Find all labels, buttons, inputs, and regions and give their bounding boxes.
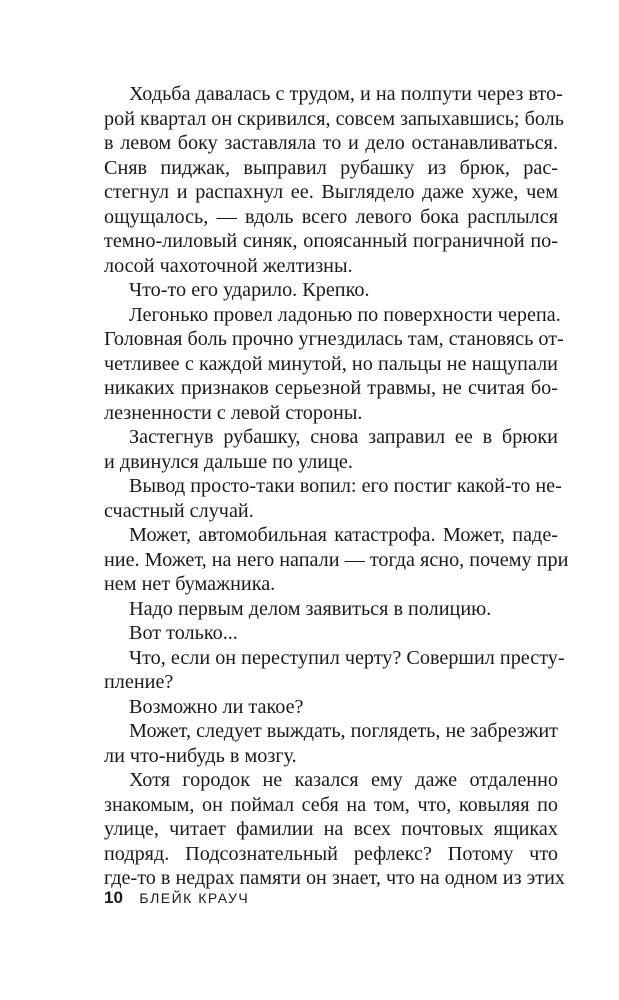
- text-line: знакомым, он поймал себя на том, что, ковыляя по: [104, 793, 558, 816]
- text-line: ощущалось, — вдоль всего левого бока расплылся: [104, 205, 558, 228]
- text-line: Что-то его ударило. Крепко.: [129, 279, 370, 301]
- text-line: лосой чахоточной желтизны.: [104, 254, 353, 277]
- text-line: Надо первым делом заявиться в полицию.: [129, 597, 492, 620]
- text-line: Головная боль прочно угнездилась там, становясь от-: [104, 328, 564, 350]
- text-line: темно-лиловый синяк, опоясанный пограничной по-: [104, 230, 558, 252]
- text-line: улице, читает фамилии на всех почтовых ящиках: [104, 818, 558, 840]
- text-line: лезненности с левой стороны.: [104, 401, 363, 424]
- text-line: нем нет бумажника.: [104, 573, 276, 595]
- text-line: Сняв пиджак, выправил рубашку из брюк, рас-: [104, 156, 558, 179]
- body-text: [104, 82, 569, 891]
- text-line: счастный случай.: [104, 499, 254, 522]
- text-line: пление?: [104, 671, 174, 693]
- text-line: Может, следует выждать, поглядеть, не забрезжит: [129, 720, 558, 742]
- text-line: Вывод просто-таки вопил: его постиг какой-то не-: [129, 475, 562, 497]
- text-line: стегнул и распахнул ее. Выглядело даже хуже, чем: [104, 181, 558, 203]
- text-line: ли что-нибудь в мозгу.: [104, 744, 297, 767]
- text-line: в левом боку заставляла то и дело останавливаться.: [104, 132, 558, 154]
- page-number: 10: [104, 888, 123, 907]
- text-line: где-то в недрах памяти он знает, что на одном из этих: [104, 867, 565, 889]
- text-line: Легонько провел ладонью по поверхности черепа.: [129, 303, 561, 326]
- text-line: Ходьба давалась с трудом, и на полпути через вто-: [129, 83, 563, 105]
- text-line: и двинулся дальше по улице.: [104, 450, 353, 473]
- text-line: рой квартал он скривился, совсем запыхавшись; боль: [104, 107, 564, 130]
- text-line: Застегнув рубашку, снова заправил ее в брюки: [129, 426, 558, 448]
- text-line: Хотя городок не казался ему даже отдаленно: [129, 769, 558, 791]
- text-line: Возможно ли такое?: [129, 695, 304, 718]
- running-head-author: БЛЕЙК КРАУЧ: [139, 890, 250, 906]
- text-line: ние. Может, на него напали — тогда ясно, почему при: [104, 548, 569, 571]
- page-footer: [104, 888, 249, 908]
- text-line: Может, автомобильная катастрофа. Может, паде-: [129, 524, 558, 546]
- text-line: никаких признаков серьезной травмы, не считая бо-: [104, 377, 558, 399]
- text-line: четливее с каждой минутой, но пальцы не нащупали: [104, 352, 558, 375]
- text-line: подряд. Подсознательный рефлекс? Потому что: [104, 842, 558, 865]
- text-line: Что, если он переступил черту? Совершил престу-: [129, 646, 565, 669]
- text-line: Вот только...: [129, 622, 238, 644]
